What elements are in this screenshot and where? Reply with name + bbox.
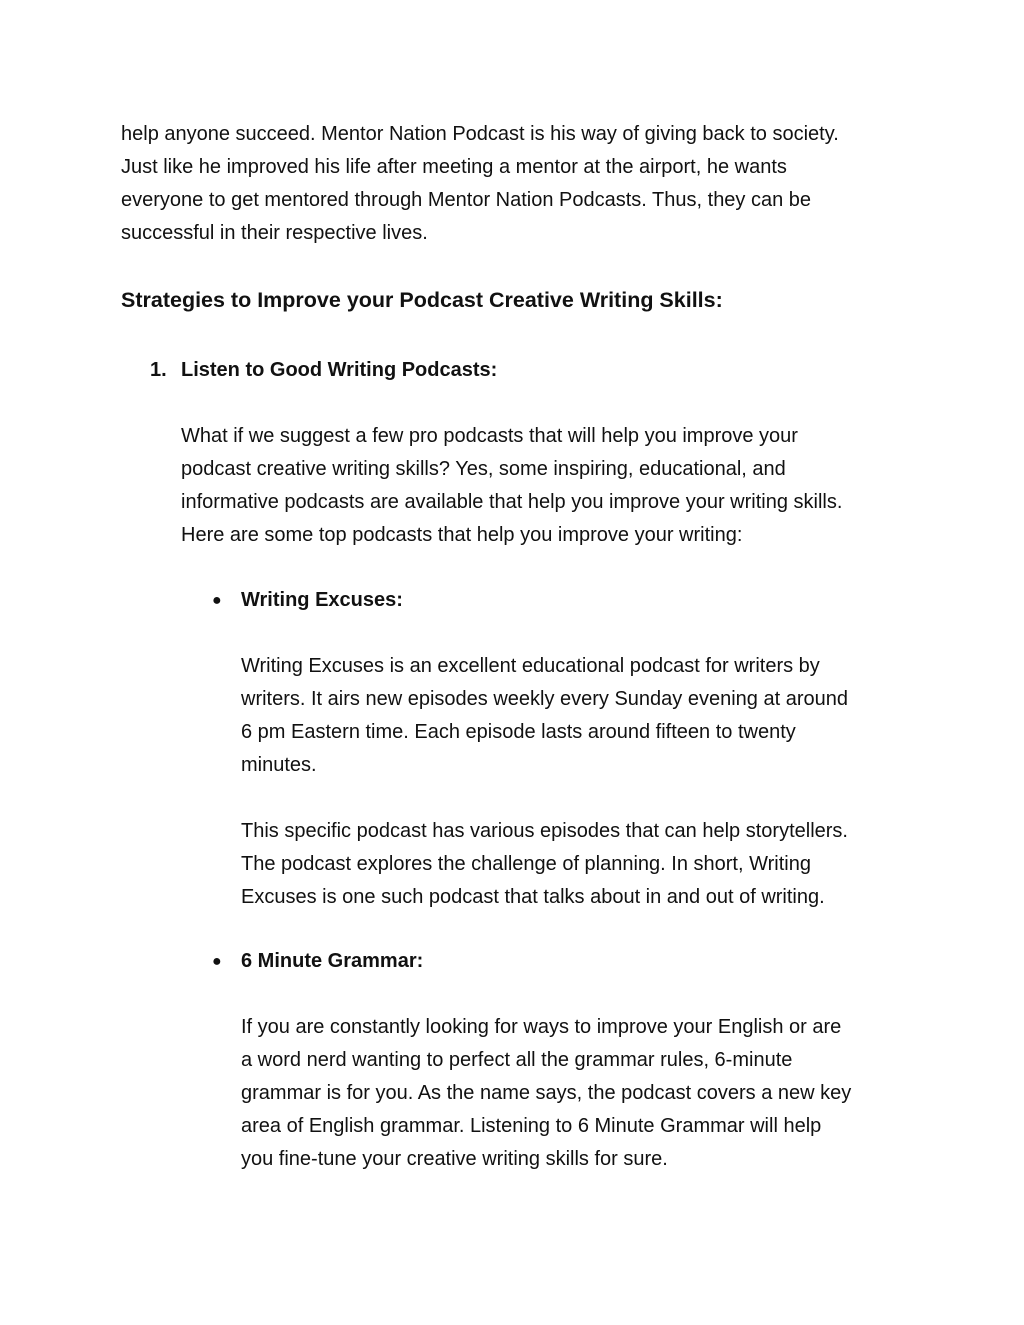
list-item-heading [150,355,497,385]
bullet-title: Writing Excuses: [241,589,403,611]
text-line: The podcast explores the challenge of planning. In short, Writing [241,853,811,875]
list-item-paragraph [181,420,921,552]
text-line: area of English grammar. Listening to 6 Minute Grammar will help [241,1115,822,1137]
text-line: everyone to get mentored through Mentor Nation Podcasts. Thus, they can be [121,189,812,211]
text-line: Excuses is one such podcast that talks about in and out of writing. [241,886,825,908]
list-number: 1. [150,359,167,381]
text-line: grammar is for you. As the name says, the podcast covers a new key [241,1082,852,1104]
bullet-paragraph [241,1011,921,1176]
text-line: If you are constantly looking for ways to improve your English or are [241,1016,842,1038]
text-line: informative podcasts are available that help you improve your writing skills. [181,491,843,513]
text-line: Writing Excuses is an excellent educational podcast for writers by [241,655,820,677]
text-line: This specific podcast has various episodes that can help storytellers. [241,820,848,842]
bullet-heading [212,585,403,616]
text-line: Here are some top podcasts that help you improve your writing: [181,524,743,546]
bullet-title: 6 Minute Grammar: [241,950,424,972]
text-line: minutes. [241,754,317,776]
bullet-icon: ● [212,953,222,970]
text-line: Just like he improved his life after meeting a mentor at the airport, he wants [121,156,787,178]
bullet-heading [212,946,423,977]
text-line: help anyone succeed. Mentor Nation Podcast is his way of giving back to society. [121,123,839,145]
list-item-title: Listen to Good Writing Podcasts: [181,359,498,381]
text-line: you fine-tune your creative writing skills for sure. [241,1148,668,1170]
bullet-paragraph [241,815,921,914]
bullet-paragraph [241,650,921,782]
text-line: a word nerd wanting to perfect all the grammar rules, 6-minute [241,1049,793,1071]
intro-paragraph [121,118,921,250]
text-line: podcast creative writing skills? Yes, some inspiring, educational, and [181,458,786,480]
text-line: successful in their respective lives. [121,222,428,244]
section-heading: Strategies to Improve your Podcast Creative Writing Skills: [121,288,723,312]
text-line: writers. It airs new episodes weekly every Sunday evening at around [241,688,848,710]
bullet-icon: ● [212,592,222,609]
text-line: What if we suggest a few pro podcasts that will help you improve your [181,425,798,447]
text-line: 6 pm Eastern time. Each episode lasts around fifteen to twenty [241,721,796,743]
